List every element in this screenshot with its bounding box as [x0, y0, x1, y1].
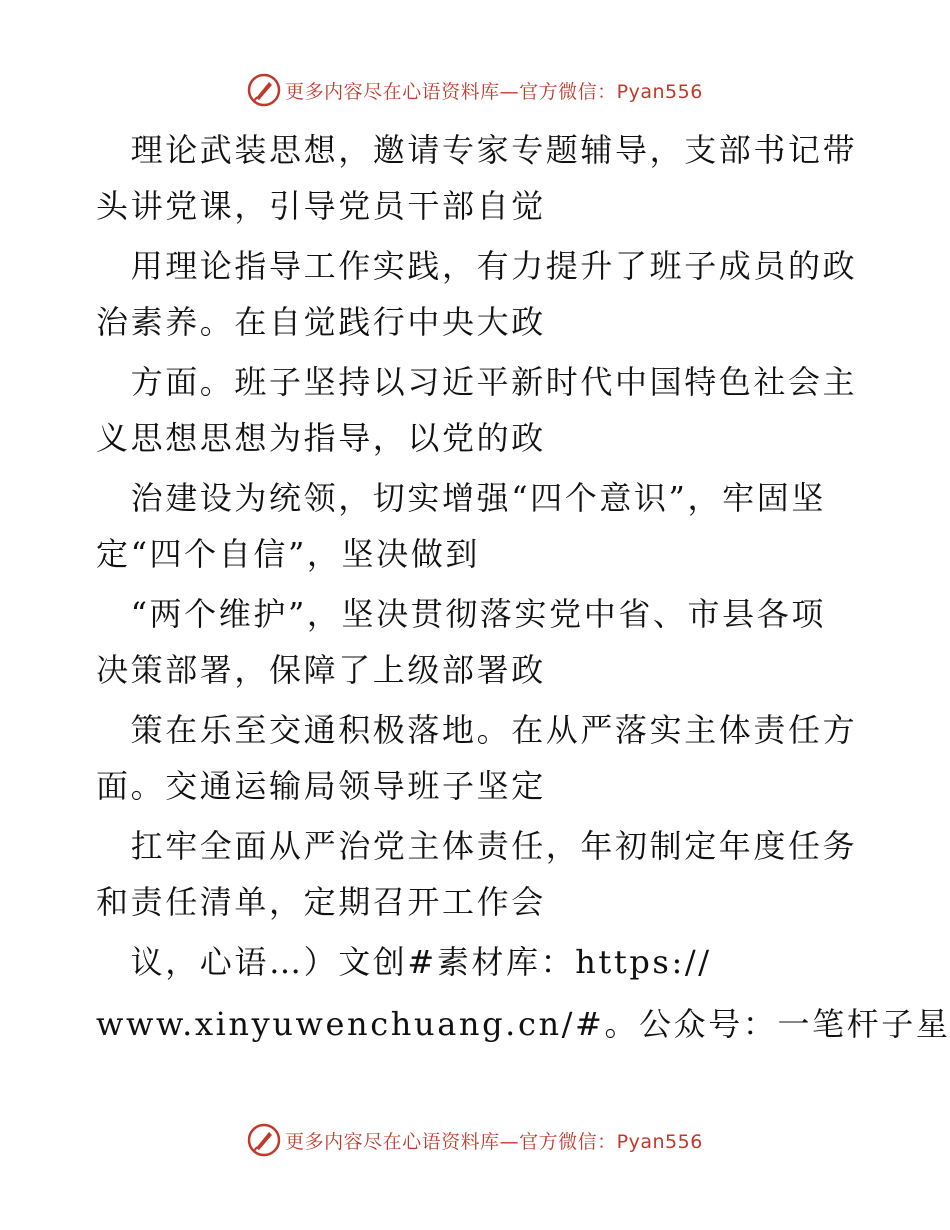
body-line: 理论武装思想，邀请专家专题辅导，支部书记带 — [96, 131, 858, 169]
watermark-text: 更多内容尽在心语资料库—官方微信：Pyan556 — [285, 80, 703, 103]
body-line: 面。交通运输局领导班子坚定 — [96, 767, 546, 805]
body-line: 和责任清单，定期召开工作会 — [96, 883, 546, 921]
body-line: 用理论指导工作实践，有力提升了班子成员的政 — [96, 247, 858, 285]
body-line: 策在乐至交通积极落地。在从严落实主体责任方 — [96, 711, 858, 749]
watermark-text: 更多内容尽在心语资料库—官方微信：Pyan556 — [285, 1130, 703, 1153]
header-watermark — [0, 70, 950, 110]
body-line: 方面。班子坚持以习近平新时代中国特色社会主 — [96, 363, 858, 401]
body-line: 扛牢全面从严治党主体责任，年初制定年度任务 — [96, 827, 858, 865]
body-line: 定“四个自信”，坚决做到 — [96, 535, 480, 573]
body-line: 治建设为统领，切实增强“四个意识”，牢固坚 — [96, 479, 826, 517]
body-line: 治素养。在自觉践行中央大政 — [96, 303, 546, 341]
body-line: www.xinyuwenchuang.cn/#。公众号：一笔杆子星 — [96, 1005, 950, 1043]
quill-pen-logo-icon — [247, 1123, 281, 1157]
footer-watermark — [0, 1120, 950, 1160]
quill-pen-logo-icon — [247, 73, 281, 107]
body-line: “两个维护”，坚决贯彻落实党中省、市县各项 — [96, 595, 826, 633]
body-line: 决策部署，保障了上级部署政 — [96, 651, 546, 689]
body-line: 议，心语…）文创#素材库：https:// — [96, 943, 712, 981]
body-line: 义思想思想为指导，以党的政 — [96, 419, 546, 457]
body-line: 头讲党课，引导党员干部自觉 — [96, 187, 546, 225]
